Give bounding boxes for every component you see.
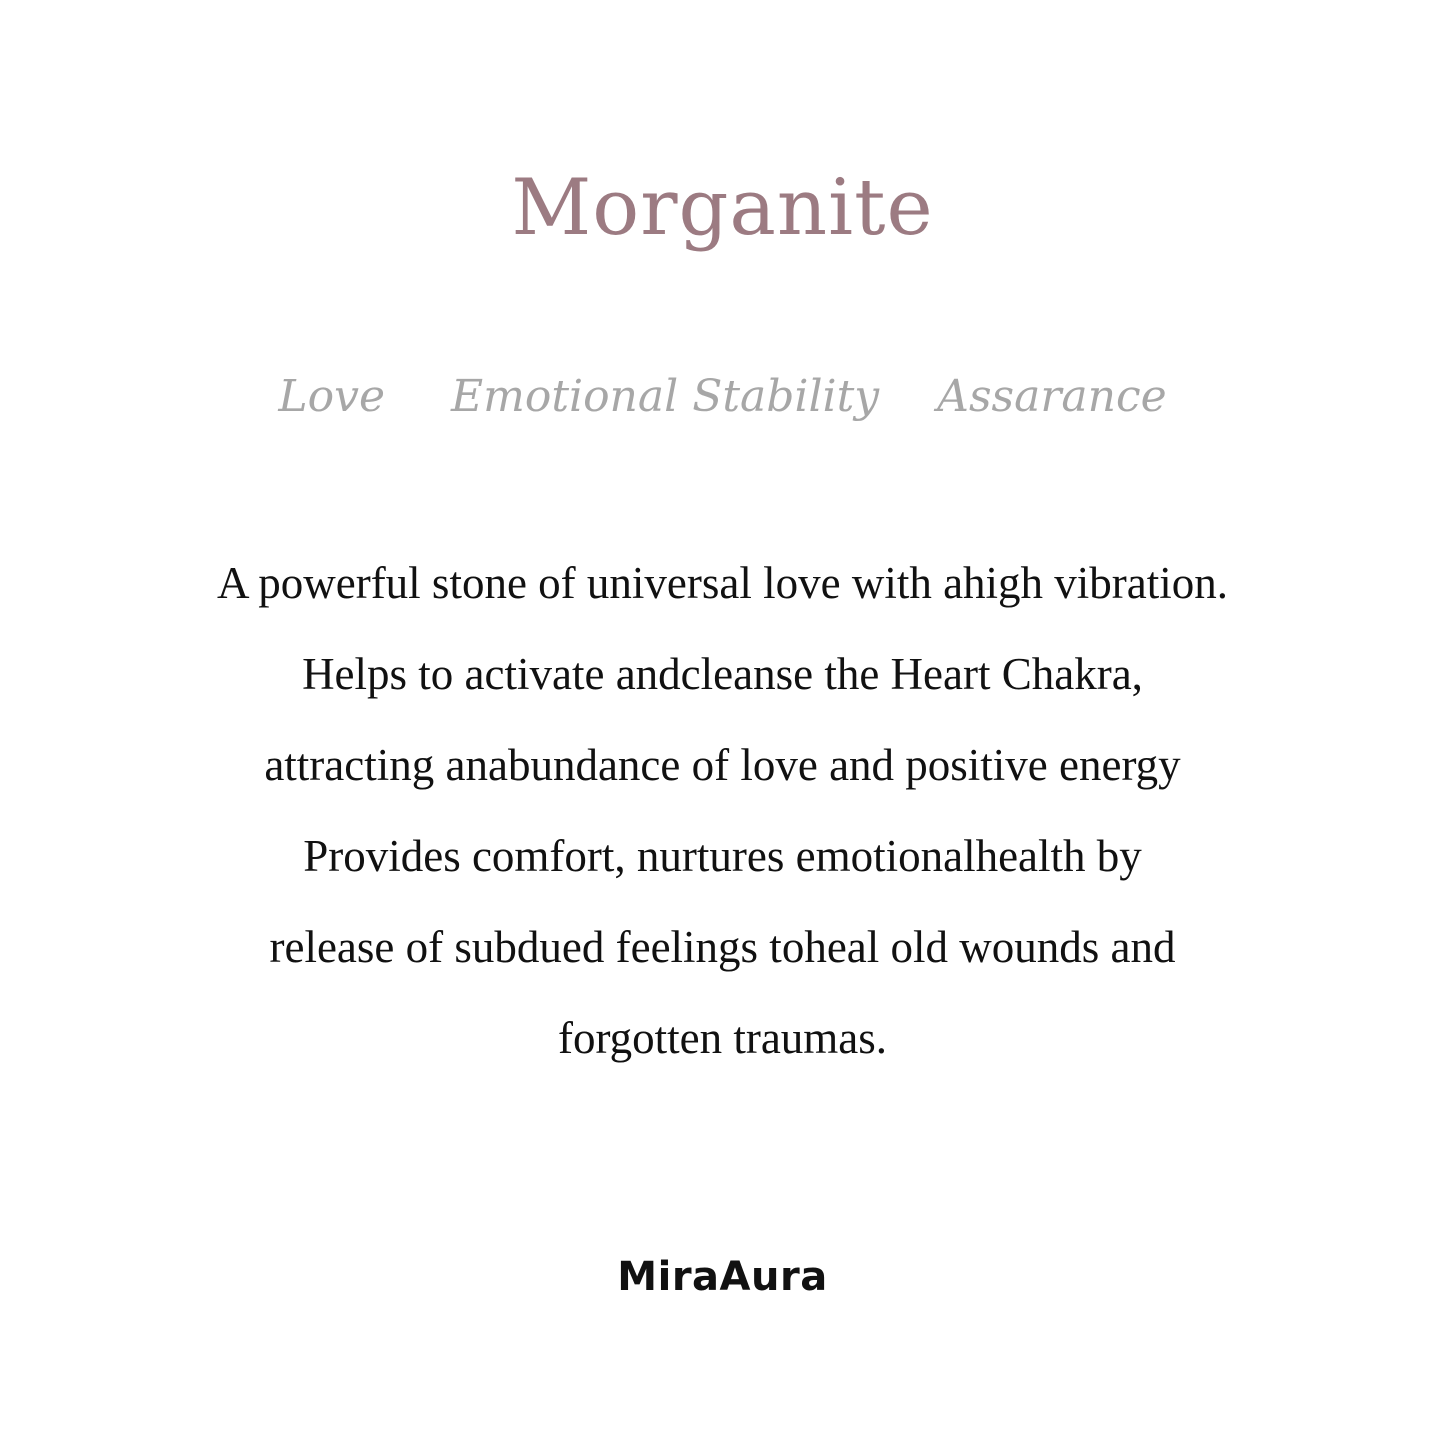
keyword-assarance: Assarance xyxy=(937,371,1167,422)
description-line: A powerful stone of universal love with ahigh vibration. xyxy=(216,558,1229,608)
description-line: release of subdued feelings toheal old wounds and xyxy=(269,922,1176,972)
brand-logo: MiraAura xyxy=(617,1254,828,1300)
description-line: Provides comfort, nurtures emotionalhealth by xyxy=(303,831,1142,881)
description-line: forgotten traumas. xyxy=(557,1013,888,1063)
description-line: Helps to activate andcleanse the Heart Chakra, xyxy=(302,649,1143,699)
keyword-love: Love xyxy=(278,371,385,422)
description-text xyxy=(0,548,1445,1094)
description-line: attracting anabundance of love and positive energy xyxy=(264,740,1181,790)
keywords-row xyxy=(0,362,1445,432)
keyword-emotional-stability: Emotional Stability xyxy=(450,371,880,422)
page-title: Morganite xyxy=(511,163,934,253)
